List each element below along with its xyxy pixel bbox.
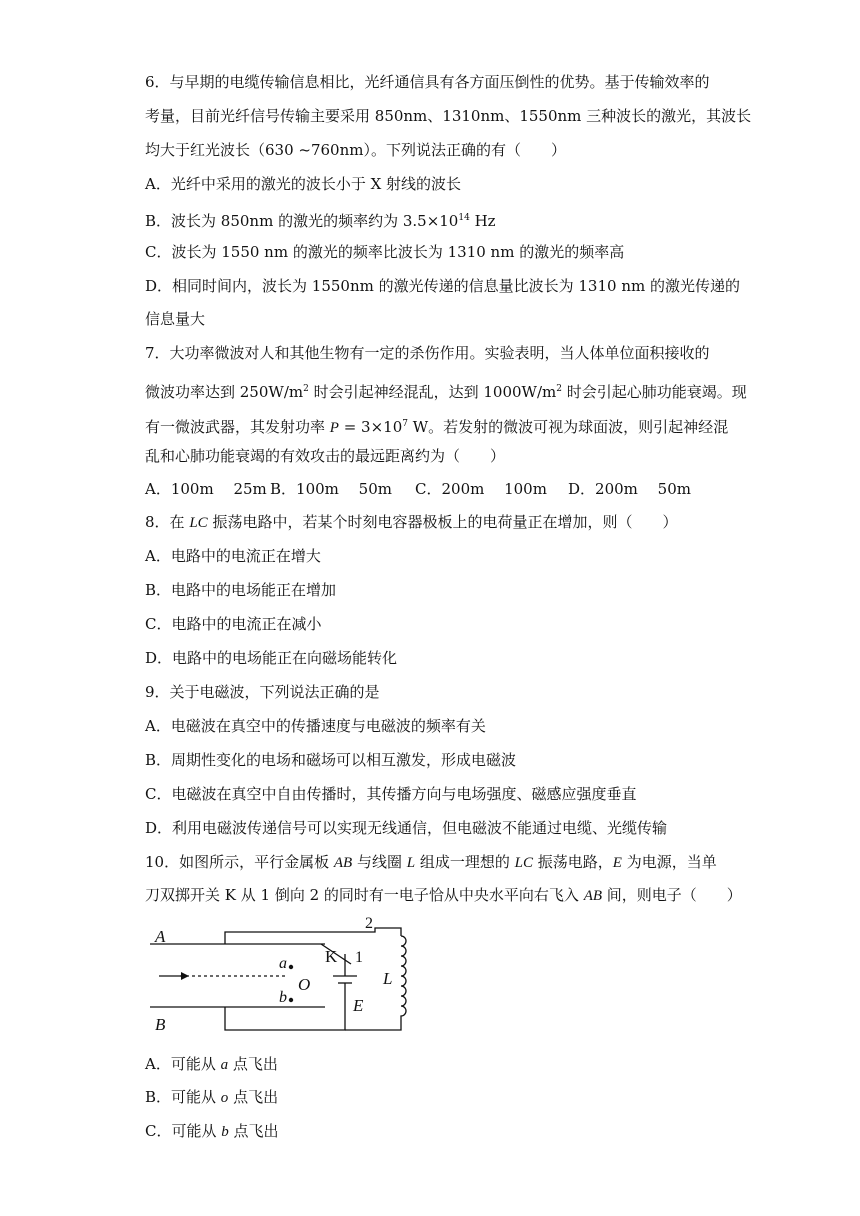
inductor-coil [401, 936, 406, 1018]
q10-option-b-var: o [220, 1090, 229, 1106]
q7-line3-part2: = 3×10 [338, 418, 403, 436]
q10-stem-line1 [145, 852, 717, 873]
q9-stem: 9．关于电磁波，下列说法正确的是 [145, 683, 380, 701]
q7-stem-line3 [145, 414, 728, 438]
q10-option-c-part2: 点飞出 [228, 1122, 279, 1140]
label-plate-b: B [155, 1015, 166, 1034]
point-b-dot [289, 998, 293, 1002]
q7-stem-line4: 乱和心肺功能衰竭的有效攻击的最远距离约为（ ） [145, 447, 506, 465]
point-a-dot [289, 965, 293, 969]
q7-options [145, 479, 691, 499]
q7-line2-sup2: 2 [556, 384, 562, 394]
q8-option-a: A．电路中的电流正在增大 [145, 547, 321, 565]
q7-line3-symbol-p: P [329, 420, 339, 436]
q6-option-b [145, 208, 496, 231]
q6-option-b-number: 3.5×10 [402, 212, 459, 230]
q10-l2-part2: 间，则电子（ ） [602, 886, 742, 904]
q10-option-c-var: b [221, 1124, 229, 1140]
q10-option-b [145, 1087, 278, 1108]
q9-option-b: B．周期性变化的电场和磁场可以相互激发，形成电磁波 [145, 751, 517, 769]
wire-top [225, 928, 401, 944]
q10-option-a-var: a [220, 1057, 229, 1073]
q6-stem-line2: 考量，目前光纤信号传输主要采用 850nm、1310nm、1550nm 三种波长的激光，其波长 [145, 107, 752, 125]
q10-l2-part1: 刀双掷开关 K 从 1 倒向 2 的同时有一电子恰从中央水平向右飞入 [145, 886, 584, 904]
q10-l2-ab: AB [583, 888, 603, 904]
q6-option-d-line2: 信息量大 [145, 310, 206, 328]
q6-stem-line3: 均大于红光波长（630 ~760nm）。下列说法正确的有（ ） [145, 141, 566, 159]
q7-option-c: C．200m 100m [415, 480, 547, 498]
q10-l1-part4: 振荡电路， [532, 853, 613, 871]
q7-line2-sup1: 2 [303, 384, 309, 394]
label-source-e: E [353, 996, 364, 1015]
q10-l1-part1: 10．如图所示，平行金属板 [145, 853, 334, 871]
q8-stem-part1: 8．在 [145, 513, 190, 531]
q7-line2-part1: 微波功率达到 250W/m [145, 383, 304, 401]
q10-option-a [145, 1054, 278, 1075]
q10-option-c-part1: C．可能从 [145, 1122, 222, 1140]
q7-option-b: B．100m 50m [270, 480, 392, 498]
q6-option-d-line1: D．相同时间内，波长为 1550nm 的激光传递的信息量比波长为 1310 nm 的激光传递的 [145, 277, 740, 295]
label-point-o: O [298, 975, 311, 994]
q10-option-a-part2: 点飞出 [228, 1055, 278, 1073]
label-plate-a: A [155, 927, 166, 946]
q8-option-b: B．电路中的电场能正在增加 [145, 581, 337, 599]
label-inductor-l: L [383, 969, 393, 988]
q10-option-c [145, 1121, 279, 1142]
q7-option-a: A．100m 25m [145, 480, 267, 498]
label-terminal-2: 2 [365, 915, 373, 932]
q9-option-c: C．电磁波在真空中自由传播时，其传播方向与电场强度、磁感应强度垂直 [145, 785, 637, 803]
q8-stem-part2: 振荡电路中，若某个时刻电容器极板上的电荷量正在增加，则（ ） [207, 513, 678, 531]
q7-line3-part3: W。若发射的微波可视为球面波，则引起神经混 [408, 418, 729, 436]
q10-l1-part2: 与线圈 [352, 853, 407, 871]
q6-option-a: A．光纤中采用的激光的波长小于 X 射线的波长 [145, 175, 462, 193]
q7-line2-part3: 时会引起心肺功能衰竭。现 [561, 383, 747, 401]
q7-line3-exponent: 7 [402, 419, 408, 429]
q10-l1-part3: 组成一理想的 [415, 853, 515, 871]
q10-l1-ab: AB [333, 855, 353, 871]
q10-option-b-part1: B．可能从 [145, 1088, 221, 1106]
q9-option-a: A．电磁波在真空中的传播速度与电磁波的频率有关 [145, 717, 486, 735]
wire-right [345, 1018, 401, 1030]
label-terminal-1: 1 [355, 949, 363, 966]
q6-option-b-unit: Hz [469, 212, 496, 230]
q10-option-a-part1: A．可能从 [145, 1055, 221, 1073]
circuit-figure [145, 912, 415, 1042]
q10-option-b-part2: 点飞出 [228, 1088, 279, 1106]
q10-l1-l: L [406, 855, 416, 871]
q7-option-d: D．200m 50m [568, 480, 691, 498]
q7-stem-line2 [145, 379, 747, 402]
label-point-b: b [279, 989, 287, 1006]
q7-stem-line1: 7．大功率微波对人和其他生物有一定的杀伤作用。实验表明，当人体单位面积接收的 [145, 344, 710, 362]
q10-l1-part5: 为电源，当单 [621, 853, 717, 871]
q10-l1-lc: LC [514, 855, 533, 871]
q10-l1-e: E [612, 855, 622, 871]
q8-option-c: C．电路中的电流正在减小 [145, 615, 322, 633]
q6-option-c: C．波长为 1550 nm 的激光的频率比波长为 1310 nm 的激光的频率高 [145, 243, 625, 261]
q10-stem-line2 [145, 885, 742, 906]
q8-stem-lc: LC [189, 515, 208, 531]
q8-option-d: D．电路中的电场能正在向磁场能转化 [145, 649, 398, 667]
q7-line3-part1: 有一微波武器，其发射功率 [145, 418, 330, 436]
q6-option-b-exponent: 14 [458, 213, 470, 223]
q6-stem-line1: 6．与早期的电缆传输信息相比，光纤通信具有各方面压倒性的优势。基于传输效率的 [145, 73, 710, 91]
q6-option-b-text: B．波长为 850nm 的激光的频率约为 [145, 212, 403, 230]
q9-option-d: D．利用电磁波传递信号可以实现无线通信，但电磁波不能通过电缆、光缆传输 [145, 819, 668, 837]
q7-line2-part2: 时会引起神经混乱，达到 1000W/m [308, 383, 557, 401]
label-point-a: a [279, 955, 287, 972]
q8-stem [145, 512, 677, 533]
label-switch-k: K [325, 947, 338, 966]
